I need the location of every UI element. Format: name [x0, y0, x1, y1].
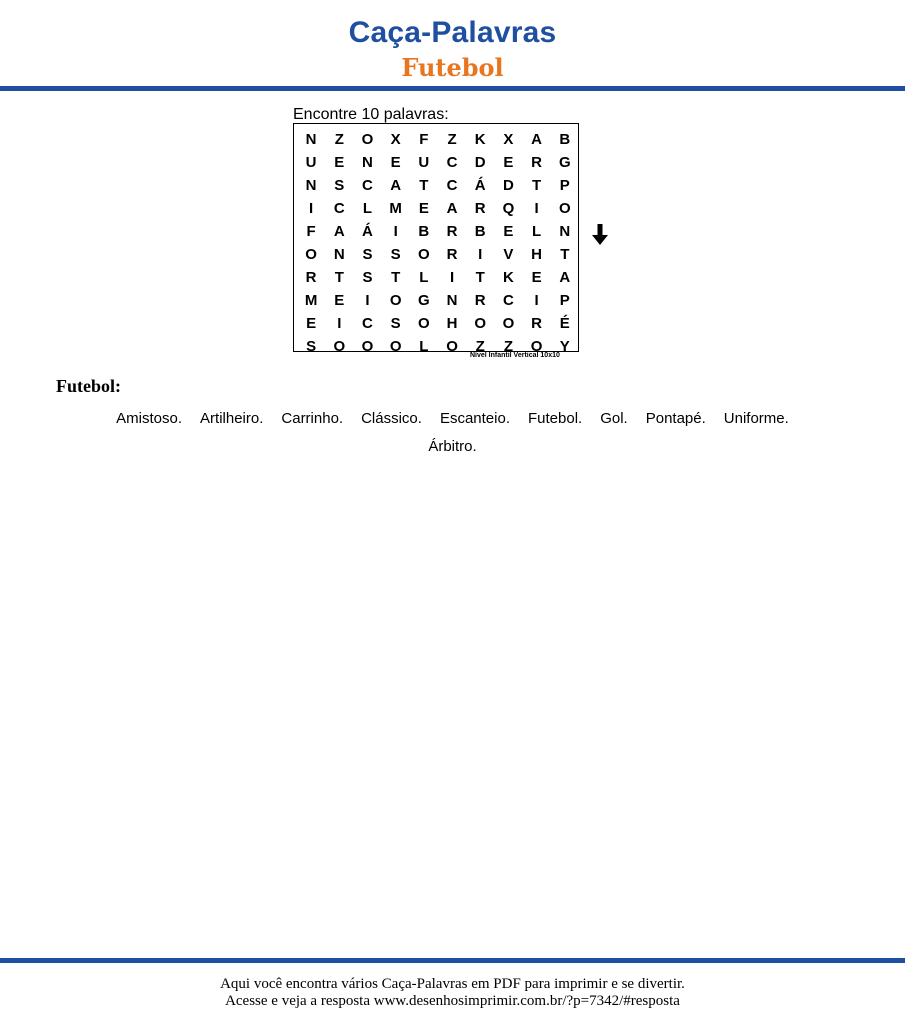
page-subtitle: Futebol: [401, 53, 504, 82]
footer-divider: [0, 958, 905, 963]
grid-cell: X: [503, 131, 514, 148]
word-list-row: [0, 433, 905, 461]
grid-cell: A: [333, 223, 345, 240]
grid-cell: B: [559, 131, 571, 148]
grid-cell: O: [502, 315, 515, 332]
grid-cell: R: [446, 223, 458, 240]
grid-cell: I: [534, 200, 539, 217]
grid-cell: H: [531, 246, 543, 263]
grid-cell: F: [419, 131, 429, 148]
grid-cell: N: [333, 246, 345, 263]
footer-line-2: Acesse e veja a resposta www.desenhosimprimir.com.br/?p=7342/#resposta: [225, 993, 680, 1009]
grid-cell: U: [418, 154, 430, 171]
grid-cell: G: [558, 154, 571, 171]
grid-cell: I: [337, 315, 342, 332]
grid-cell: O: [389, 338, 402, 355]
word-list-item: Gol.: [600, 410, 628, 427]
grid-cell: S: [334, 177, 345, 194]
grid-cell: C: [446, 177, 458, 194]
grid-cell: L: [419, 338, 429, 355]
grid-cell: I: [365, 292, 370, 309]
grid-cell: L: [419, 269, 429, 286]
grid-cell: Y: [559, 338, 570, 355]
grid-cell: B: [474, 223, 486, 240]
grid-cell: M: [389, 200, 402, 217]
grid-cell: E: [503, 223, 514, 240]
grid-cell: Z: [334, 131, 344, 148]
grid-cell: E: [390, 154, 401, 171]
arrow-down-icon: [591, 223, 609, 247]
word-list: [0, 405, 905, 461]
word-search-grid: [297, 128, 579, 358]
grid-cell: O: [389, 292, 402, 309]
grid-cell: N: [305, 131, 317, 148]
word-search-grid-frame: [293, 123, 579, 355]
grid-cell: C: [502, 292, 514, 309]
grid-cell: Q: [502, 200, 515, 217]
word-list-item: Escanteio.: [439, 410, 510, 427]
grid-cell: Z: [503, 338, 513, 355]
word-list-item: Futebol.: [528, 410, 583, 427]
grid-cell: Z: [447, 131, 457, 148]
footer-line-1: Aqui você encontra vários Caça-Palavras em PDF para imprimir e se divertir.: [220, 976, 685, 992]
grid-cell: O: [305, 246, 317, 263]
grid-cell: G: [418, 292, 430, 309]
grid-cell: N: [305, 177, 317, 194]
grid-cell: C: [362, 177, 373, 194]
grid-cell: E: [334, 154, 345, 171]
grid-cell: H: [446, 315, 458, 332]
grid-cell: D: [474, 154, 486, 171]
grid-cell: R: [305, 269, 317, 286]
grid-cell: F: [306, 223, 316, 240]
word-list-item: Amistoso.: [116, 410, 183, 427]
grid-cell: D: [502, 177, 514, 194]
puzzle-instruction: Encontre 10 palavras:: [293, 106, 449, 123]
grid-cell: L: [532, 223, 542, 240]
grid-cell: R: [474, 200, 486, 217]
grid-cell: T: [391, 269, 401, 286]
grid-cell: T: [334, 269, 344, 286]
grid-cell: Á: [362, 223, 373, 240]
grid-cell: I: [309, 200, 314, 217]
grid-cell: E: [503, 154, 514, 171]
grid-cell: O: [474, 315, 487, 332]
grid-cell: O: [418, 246, 430, 263]
grid-cell: K: [474, 131, 486, 148]
word-list-item: Carrinho.: [281, 410, 344, 427]
grid-cell: C: [333, 200, 345, 217]
grid-cell: B: [418, 223, 430, 240]
grid-cell: O: [361, 131, 374, 148]
word-list-item: Artilheiro.: [200, 410, 264, 427]
grid-cell: T: [475, 269, 485, 286]
grid-cell: T: [419, 177, 429, 194]
grid-cell: E: [418, 200, 429, 217]
grid-cell: V: [503, 246, 514, 263]
grid-cell: S: [362, 246, 373, 263]
grid-cell: A: [390, 177, 402, 194]
grid-cell: X: [390, 131, 401, 148]
grid-cell: O: [558, 200, 571, 217]
grid-cell: I: [478, 246, 483, 263]
grid-cell: N: [362, 154, 373, 171]
puzzle-level-label: Nível Infantil Vertical 10x10: [470, 352, 560, 359]
grid-cell: O: [530, 338, 543, 355]
grid-cell: K: [502, 269, 514, 286]
grid-cell: R: [446, 246, 458, 263]
footer: [0, 976, 905, 1010]
word-list-title: Futebol:: [56, 376, 121, 396]
grid-cell: R: [531, 315, 543, 332]
grid-cell: L: [362, 200, 373, 217]
grid-cell: N: [446, 292, 458, 309]
word-list-row: [0, 405, 905, 433]
word-list-item: Uniforme.: [723, 410, 789, 427]
page-title: Caça-Palavras: [348, 16, 557, 49]
grid-cell: E: [306, 315, 317, 332]
grid-cell: N: [559, 223, 571, 240]
grid-cell: I: [534, 292, 539, 309]
grid-cell: I: [393, 223, 398, 240]
grid-cell: P: [559, 292, 570, 309]
word-list-item: Árbitro.: [428, 438, 477, 455]
grid-cell: O: [361, 338, 374, 355]
word-list-item: Clássico.: [361, 410, 422, 427]
grid-cell: E: [334, 292, 345, 309]
grid-cell: P: [559, 177, 570, 194]
grid-cell: M: [304, 292, 318, 309]
grid-cell: S: [362, 269, 373, 286]
grid-cell: A: [531, 131, 543, 148]
grid-cell: S: [390, 315, 401, 332]
word-list-item: Pontapé.: [645, 410, 706, 427]
grid-cell: E: [531, 269, 542, 286]
grid-cell: S: [390, 246, 401, 263]
grid-cell: R: [474, 292, 486, 309]
grid-cell: O: [418, 315, 430, 332]
header-divider: [0, 86, 905, 91]
grid-cell: T: [560, 246, 570, 263]
grid-cell: Z: [475, 338, 485, 355]
grid-cell: O: [446, 338, 458, 355]
grid-cell: R: [531, 154, 543, 171]
grid-cell: A: [559, 269, 571, 286]
grid-cell: C: [362, 315, 373, 332]
grid-cell: Á: [474, 177, 486, 194]
grid-cell: I: [449, 269, 455, 286]
grid-cell: T: [532, 177, 542, 194]
grid-cell: U: [305, 154, 317, 171]
grid-cell: É: [559, 315, 570, 332]
grid-cell: O: [333, 338, 346, 355]
grid-cell: C: [446, 154, 458, 171]
grid-cell: A: [446, 200, 458, 217]
grid-cell: S: [306, 338, 317, 355]
